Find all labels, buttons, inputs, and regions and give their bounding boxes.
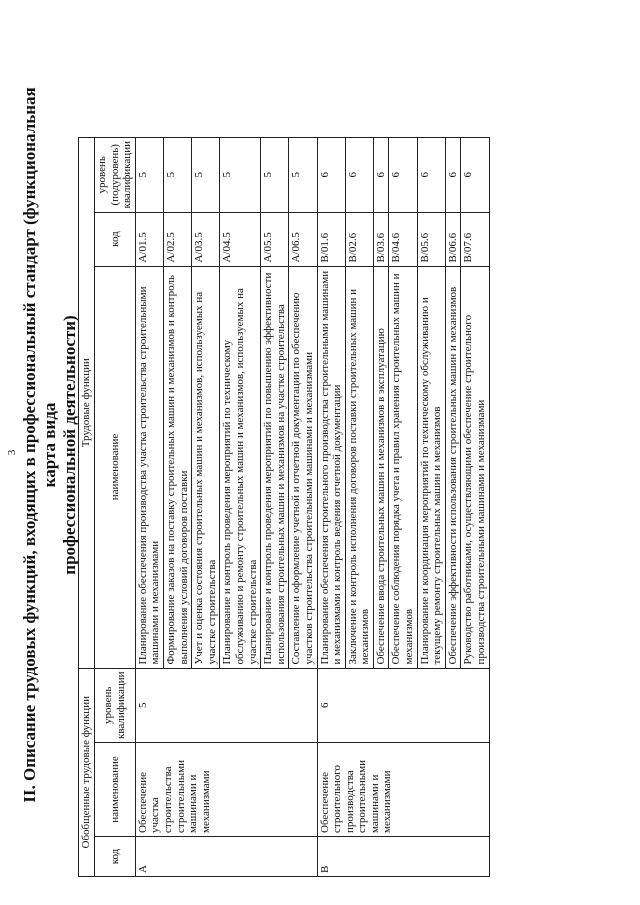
function-name: Обеспечение ввода строительных машин и механизмов в эксплуатацию: [373, 266, 389, 668]
function-level: 6: [373, 138, 389, 212]
function-level: 6: [445, 138, 461, 212]
group-level: 6: [317, 668, 489, 742]
group-code: A: [135, 837, 317, 877]
title-line-2: профессиональной деятельности): [60, 315, 79, 575]
function-name: Планирование и контроль проведения мероприятий по техническому обслуживанию и ремонту строительных машин и механизмов, используемых на участке строительства: [220, 266, 261, 668]
group-code: B: [317, 837, 489, 877]
function-name: Составление и оформление учетной и отчетной документации по обеспечению участков строительства строительными машинами и механизмами: [289, 266, 317, 668]
header-gen-name: наименование: [95, 743, 136, 837]
group-name: Обеспечение строительного производства строительными машинами и механизмами: [317, 743, 489, 837]
function-level: 6: [417, 138, 445, 212]
function-name: Руководство работниками, осуществляющими обеспечение строительного производства строительными машинами и механизмами: [461, 266, 489, 668]
page-number: 3: [6, 449, 18, 456]
function-code: A/02.5: [163, 212, 191, 266]
function-code: B/05.6: [417, 212, 445, 266]
function-level: 6: [461, 138, 489, 212]
function-code: A/06.5: [289, 212, 317, 266]
function-name: Обеспечение эффективности использования строительных машин и механизмов: [445, 266, 461, 668]
header-fn-name: наименование: [95, 266, 136, 668]
function-code: A/05.5: [261, 212, 289, 266]
function-code: A/04.5: [220, 212, 261, 266]
header-gen-level: уровень квалификации: [95, 668, 136, 742]
function-name: Заключение и контроль исполнения договоров поставки строительных машин и механизмов: [345, 266, 373, 668]
group-name: Обеспечение участка строительства строительными машинами и механизмами: [135, 743, 317, 837]
header-generalized: Обобщенные трудовые функции: [79, 668, 95, 876]
functional-map-table: [78, 137, 490, 877]
function-code: B/03.6: [373, 212, 389, 266]
function-level: 5: [135, 138, 163, 212]
table-row: [135, 138, 163, 877]
group-level: 5: [135, 668, 317, 742]
function-name: Планирование и контроль проведения мероприятий по повышению эффективности использования строительных машин и механизмов на участке строительства: [261, 266, 289, 668]
function-code: A/01.5: [135, 212, 163, 266]
header-labor: Трудовые функции: [79, 138, 95, 668]
function-level: 6: [317, 138, 345, 212]
function-name: Планирование и координация мероприятий по техническому обслуживанию и текущему ремонту строительных машин и механизмов: [417, 266, 445, 668]
table-row: [317, 138, 345, 877]
header-row-2: [95, 138, 136, 877]
function-level: 5: [261, 138, 289, 212]
function-level: 5: [220, 138, 261, 212]
header-fn-code: код: [95, 212, 136, 266]
function-level: 5: [163, 138, 191, 212]
function-level: 6: [345, 138, 373, 212]
function-level: 5: [289, 138, 317, 212]
title-line-1: II. Описание трудовых функций, входящих в профессиональный стандарт (функциональная карта вида: [20, 87, 59, 803]
function-level: 5: [192, 138, 220, 212]
header-gen-code: код: [95, 837, 136, 877]
function-level: 6: [389, 138, 417, 212]
function-name: Обеспечение соблюдения порядка учета и правил хранения строительных машин и механизмов: [389, 266, 417, 668]
function-name: Учет и оценка состояния строительных машин и механизмов, используемых на участке строительства: [192, 266, 220, 668]
function-code: A/03.5: [192, 212, 220, 266]
section-title: [20, 65, 80, 825]
header-fn-level: уровень (подуровень) квалификации: [95, 138, 136, 212]
function-name: Планирование обеспечения производства участка строительства строительными машинами и механизмами: [135, 266, 163, 668]
function-name: Формирование заказов на поставку строительных машин и механизмов и контроль выполнения условий договоров поставки: [163, 266, 191, 668]
header-row-1: [79, 138, 95, 877]
function-code: B/07.6: [461, 212, 489, 266]
function-code: B/01.6: [317, 212, 345, 266]
function-code: B/02.6: [345, 212, 373, 266]
function-code: B/04.6: [389, 212, 417, 266]
function-name: Планирование обеспечения строительного производства строительными машинами и механизмами и контроль ведения отчетной документации: [317, 266, 345, 668]
function-code: B/06.6: [445, 212, 461, 266]
